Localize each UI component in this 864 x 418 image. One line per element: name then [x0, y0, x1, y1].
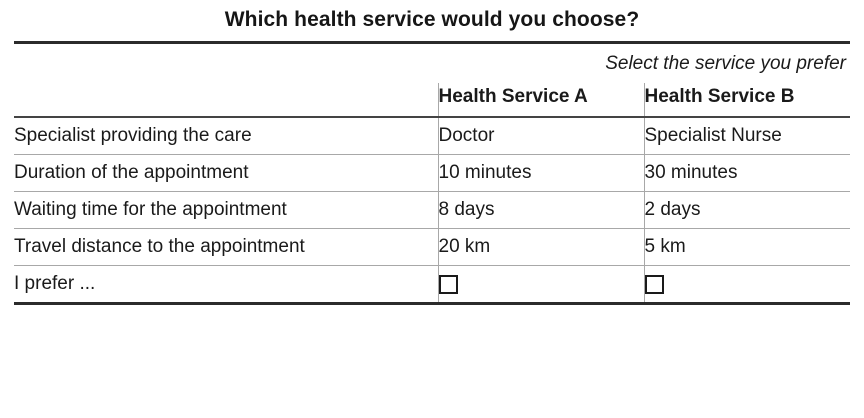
option-b-value: 30 minutes: [644, 155, 850, 192]
page-title: Which health service would you choose?: [224, 8, 640, 31]
table-row: [14, 192, 850, 229]
instruction-text: Select the service you prefer: [605, 53, 846, 74]
option-b-choice-cell[interactable]: [644, 266, 850, 304]
preference-row: [14, 266, 850, 304]
table-row: [14, 117, 850, 155]
attribute-label: Travel distance to the appointment: [14, 229, 438, 266]
option-b-header: Health Service B: [644, 83, 850, 117]
option-b-value: Specialist Nurse: [644, 117, 850, 155]
table-header-row: [14, 83, 850, 117]
attribute-label: Duration of the appointment: [14, 155, 438, 192]
option-a-value: Doctor: [438, 117, 644, 155]
option-a-value: 8 days: [438, 192, 644, 229]
table-row: [14, 229, 850, 266]
checkbox-unchecked-icon-option-a[interactable]: [439, 275, 458, 294]
option-a-choice-cell[interactable]: [438, 266, 644, 304]
attribute-label: Waiting time for the appointment: [14, 192, 438, 229]
attribute-label: Specialist providing the care: [14, 117, 438, 155]
preference-label: I prefer ...: [14, 266, 438, 304]
attribute-column-header: [14, 83, 438, 117]
option-a-value: 20 km: [438, 229, 644, 266]
instruction-row: [14, 44, 850, 83]
table-row: [14, 155, 850, 192]
choice-table: [14, 83, 850, 305]
option-b-value: 5 km: [644, 229, 850, 266]
option-b-value: 2 days: [644, 192, 850, 229]
option-a-header: Health Service A: [438, 83, 644, 117]
option-a-value: 10 minutes: [438, 155, 644, 192]
checkbox-unchecked-icon-option-b[interactable]: [645, 275, 664, 294]
